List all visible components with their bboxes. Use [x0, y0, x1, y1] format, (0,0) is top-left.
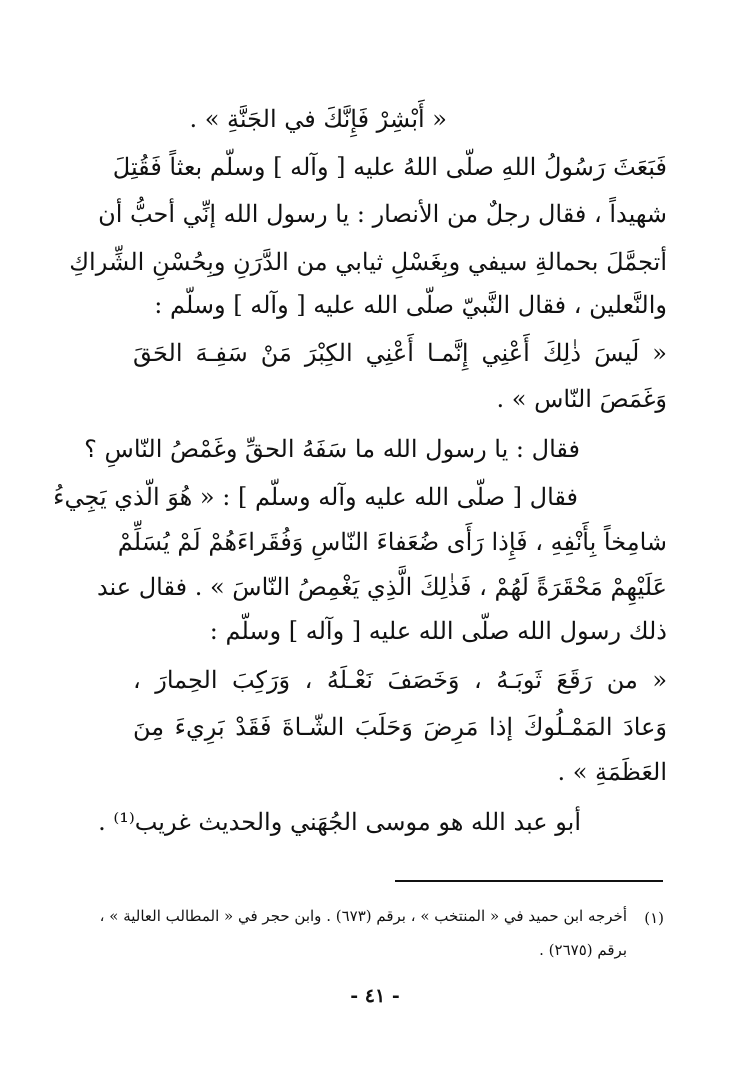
- text-line-13: « من رَقَعَ ثَوبَـهُ ، وَخَصَفَ نَعْـلَهُ ، وَرَكِبَ الحِمارَ ،: [133, 666, 667, 694]
- text-line-16: أبو عبد الله هو موسى الجُهَني والحديث غريب⁽¹⁾ .: [98, 808, 581, 836]
- text-line-2: فَبَعَثَ رَسُولُ اللهِ صلّى اللهُ عليه [ وآله ] وسلّم بعثاً فَقُتِلَ: [112, 153, 667, 181]
- text-line-7: وَغَمَصَ النّاس » .: [496, 385, 667, 413]
- text-line-4: أتجمَّلَ بحمالةِ سيفي وبِغَسْلِ ثيابي من الدَّرَنِ وبِحُسْنِ الشِّراكِ: [69, 248, 667, 276]
- text-line-11: عَلَيْهِمْ مَحْقَرَةً لَهُمْ ، فَذٰلِكَ الَّذِي يَغْمِصُ النّاسَ » . فقال عند: [96, 573, 667, 601]
- footnote-line-1: أخرجه ابن حميد في « المنتخب » ، برقم (٦٧٣) . وابن حجر في « المطالب العالية » ،: [99, 907, 627, 925]
- text-line-14: وَعادَ المَمْـلُوكَ إذا مَرِضَ وَحَلَبَ الشّـاةَ فَقَدْ بَرِيءَ مِنَ: [133, 713, 667, 741]
- footnote-divider: [395, 880, 663, 882]
- text-line-15: العَظَمَةِ » .: [557, 758, 667, 786]
- text-line-1: « أَبْشِرْ فَإِنَّكَ في الجَنَّةِ » .: [189, 105, 447, 133]
- page-number: - ٤١ -: [350, 985, 400, 1007]
- text-line-9: فقال [ صلّى الله عليه وآله وسلّم ] : « هُوَ الّذي يَجِيءُ: [53, 483, 578, 511]
- text-line-8: فقال : يا رسول الله ما سَفَهُ الحقِّ وغَمْصُ النّاسِ ؟: [84, 435, 580, 463]
- text-line-6: « لَيسَ ذٰلِكَ أَعْنِي إِنَّمـا أَعْنِي الكِبْرَ مَنْ سَفِـهَ الحَقَ: [133, 339, 667, 367]
- text-line-5: والنَّعلين ، فقال النَّبيّ صلّى الله عليه [ وآله ] وسلّم :: [154, 291, 667, 319]
- text-line-3: شهيداً ، فقال رجلٌ من الأنصار : يا رسول الله إنِّي أحبُّ أن: [98, 200, 667, 228]
- text-line-10: شامِخاً بِأَنْفِهِ ، فَإِذا رَأَى ضُعَفاءَ النّاسِ وَفُقَراءَهُمْ لَمْ يُسَلِّمْ: [117, 528, 667, 556]
- text-line-12: ذلك رسول الله صلّى الله عليه [ وآله ] وسلّم :: [209, 617, 667, 645]
- footnote-line-2: برقم (٢٦٧٥) .: [539, 941, 627, 959]
- footnote-number: (١): [644, 909, 664, 927]
